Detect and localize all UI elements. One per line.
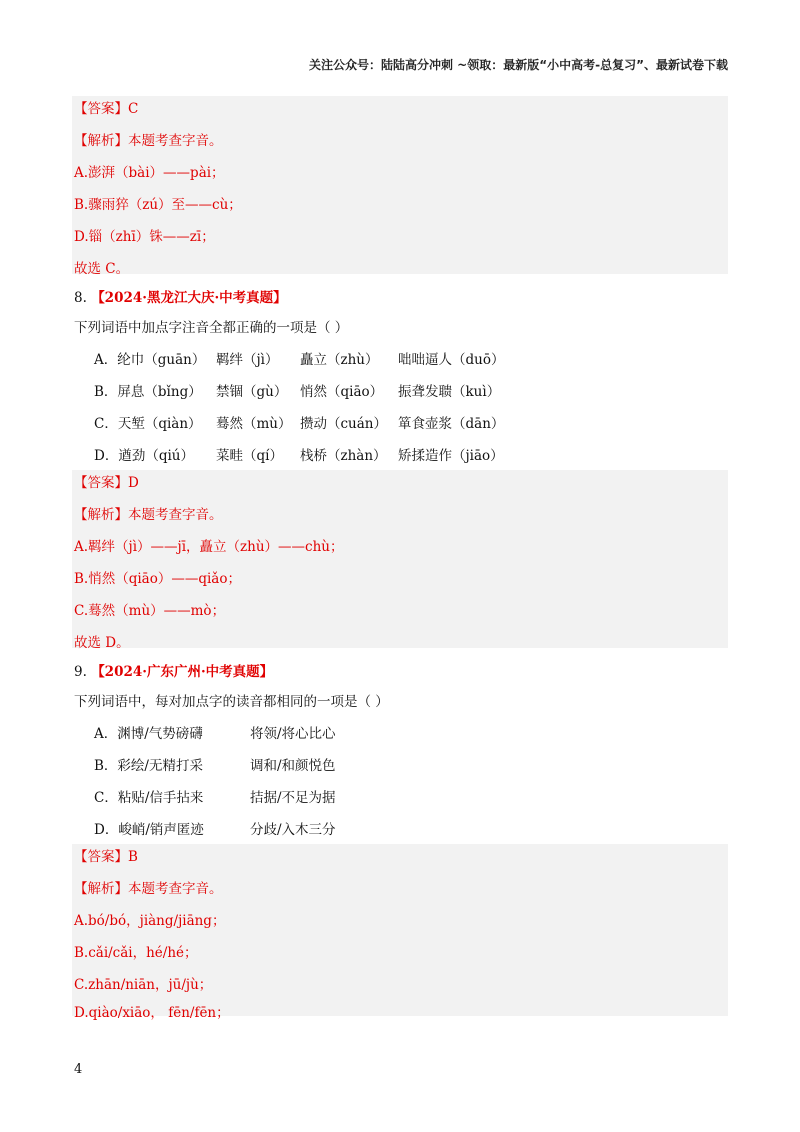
q9-option-b-1: B．彩绘/无精打采 xyxy=(94,758,203,774)
q7-line-a: A.澎湃（bài）——pài； xyxy=(74,165,225,181)
q8-conclusion: 故选 D。 xyxy=(74,635,130,651)
q9-line-d: D.qiào/xiāo， fēn/fēn； xyxy=(74,1005,230,1021)
q9-option-b-2: 调和/和颜悦色 xyxy=(250,758,336,774)
q9-option-d-2: 分歧/入木三分 xyxy=(250,822,336,838)
q9-option-c-2: 拮据/不足为据 xyxy=(250,790,336,806)
q8-option-c-1: C．天堑（qiàn） xyxy=(94,416,202,432)
q8-option-d-4: 矫揉造作（jiāo） xyxy=(398,448,504,464)
q9-number: 9. xyxy=(74,664,87,680)
q9-line-a: A.bó/bó，jiàng/jiāng； xyxy=(74,913,226,929)
q8-option-a-4: 咄咄逼人（duō） xyxy=(398,352,505,368)
q7-answer: 【答案】C xyxy=(74,101,139,117)
q8-option-d-2: 菜畦（qí） xyxy=(216,448,283,464)
q9-source: 【2024·广东广州·中考真题】 xyxy=(91,664,274,680)
q8-title xyxy=(74,288,287,308)
q8-option-b-1: B．屏息（bǐng） xyxy=(94,384,202,400)
q7-conclusion: 故选 C。 xyxy=(74,261,130,277)
q8-stem: 下列词语中加点字注音全都正确的一项是（ ） xyxy=(74,320,349,336)
q9-option-c-1: C．粘贴/信手拈来 xyxy=(94,790,204,806)
q8-source: 【2024·黑龙江大庆·中考真题】 xyxy=(91,290,287,306)
q8-option-a-1: A．纶巾（guān） xyxy=(94,352,206,368)
q9-option-a-2: 将领/将心比心 xyxy=(250,726,336,742)
q8-answer-block xyxy=(72,470,728,648)
page-number: 4 xyxy=(74,1062,83,1077)
q8-option-d-3: 栈桥（zhàn） xyxy=(300,448,387,464)
q8-option-c-4: 箪食壶浆（dān） xyxy=(398,416,505,432)
q8-answer: 【答案】D xyxy=(74,475,139,491)
q9-option-d-1: D．峻峭/销声匿迹 xyxy=(94,822,204,838)
q8-option-a-3: 矗立（zhù） xyxy=(300,352,379,368)
q8-option-b-2: 禁锢（gù） xyxy=(216,384,288,400)
q9-stem: 下列词语中，每对加点字的读音都相同的一项是（ ） xyxy=(74,694,389,710)
q8-line-c: C.蓦然（mù）——mò； xyxy=(74,603,226,619)
q7-line-d: D.锱（zhī）铢——zī； xyxy=(74,229,215,245)
q8-line-a: A.羁绊（jì）——jī，矗立（zhù）——chù； xyxy=(74,539,344,555)
q8-option-b-4: 振聋发聩（kuì） xyxy=(398,384,501,400)
q7-line-b: B.骤雨猝（zú）至——cù； xyxy=(74,197,242,213)
q8-option-d-1: D．遒劲（qiú） xyxy=(94,448,194,464)
q8-number: 8. xyxy=(74,290,87,306)
q9-line-b: B.cǎi/cǎi，hé/hé； xyxy=(74,945,198,961)
q9-analysis: 【解析】本题考查字音。 xyxy=(74,881,223,897)
q8-option-c-3: 攒动（cuán） xyxy=(300,416,387,432)
q9-line-c: C.zhān/niān，jū/jù； xyxy=(74,977,213,993)
q9-answer: 【答案】B xyxy=(74,849,138,865)
q8-analysis: 【解析】本题考查字音。 xyxy=(74,507,223,523)
q8-option-a-2: 羁绊（jì） xyxy=(216,352,279,368)
q8-option-c-2: 蓦然（mù） xyxy=(216,416,292,432)
q7-answer-block xyxy=(72,96,728,274)
q8-line-b: B.悄然（qiāo）——qiǎo； xyxy=(74,571,241,587)
page-header: 关注公众号：陆陆高分冲刺 ~领取：最新版“小中高考-总复习”、最新试卷下载 xyxy=(309,58,728,72)
q9-title xyxy=(74,662,273,682)
q9-option-a-1: A．渊博/气势磅礴 xyxy=(94,726,203,742)
q8-option-b-3: 悄然（qiāo） xyxy=(300,384,384,400)
q7-analysis: 【解析】本题考查字音。 xyxy=(74,133,223,149)
